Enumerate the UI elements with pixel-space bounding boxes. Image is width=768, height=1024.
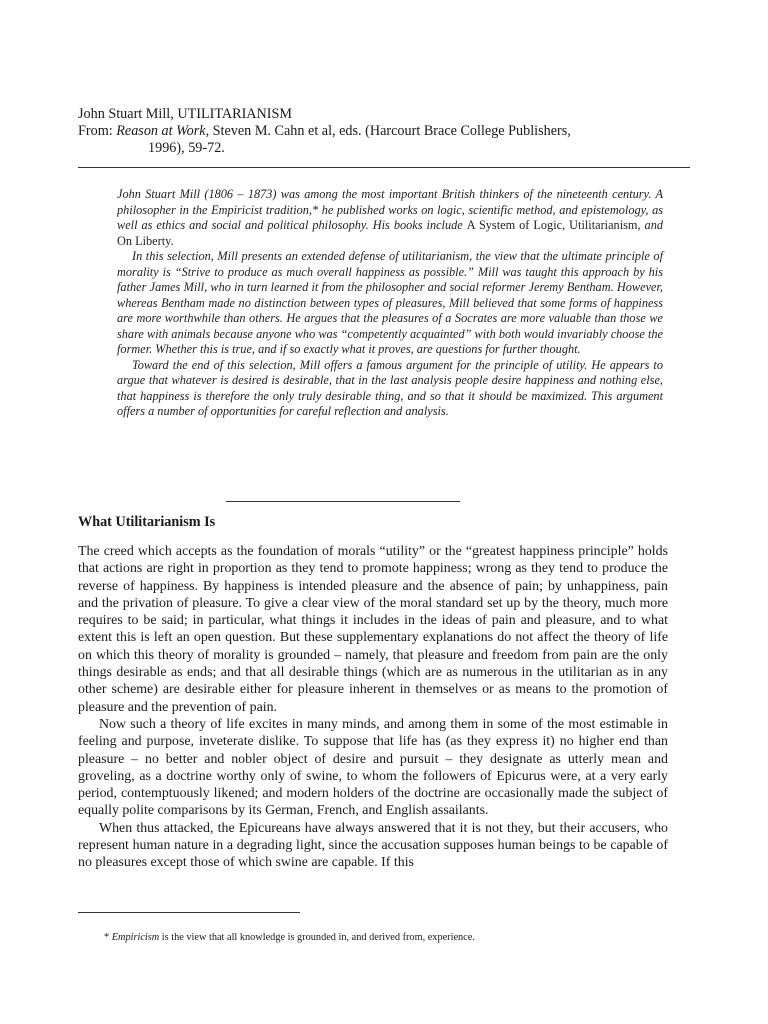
body-paragraph: The creed which accepts as the foundation of morals “utility” or the “greatest happiness principle” holds that actions are right in proportion as they tend to promote happiness; wrong as they tend to produce the reverse of happiness. By happiness is intended pleasure and the absence of pain; by unhappiness, pain and the privation of pleasure. To give a clear view of the moral standard set up by the theory, much more requires to be said; in particular, what things it includes in the ideas of pain and pleasure, and to what extent this is left an open question. But these supplementary explanations do not affect the theory of life on which this theory of morality is grounded – namely, that pleasure and freedom from pain are the only things desirable as ends; and that all desirable things (which are as numerous in the utilitarian as in any other scheme) are desirable either for pleasure inherent in themselves or as means to the promotion of pleasure and the prevention of pain. xyxy=(78,544,668,715)
editor-introduction xyxy=(117,187,663,420)
intro-paragraph: Toward the end of this selection, Mill offers a famous argument for the principle of utility. He appears to argue that whatever is desired is desirable, that in the last analysis people desire happiness and nothing else, that happiness is therefore the only truly desirable thing, and so that it should be maximized. This argument offers a number of opportunities for careful reflection and analysis. xyxy=(117,357,663,418)
body-paragraph: When thus attacked, the Epicureans have always answered that it is not they, but their accusers, who represent human nature in a degrading light, since the accusation supposes human beings to be capable of no pleasures except those of which swine are capable. If this xyxy=(78,820,668,871)
citation-source-cont: 1996), 59-72. xyxy=(148,140,225,156)
section-heading: What Utilitarianism Is xyxy=(78,514,216,530)
footnote-divider xyxy=(78,912,300,913)
body-paragraph: Now such a theory of life excites in many minds, and among them in some of the most estimable in feeling and purpose, inveterate dislike. To suppose that life has (as they express it) no higher end than pleasure – no better and nobler object of desire and pursuit – they designate as utterly mean and groveling, as a doctrine worthy only of swine, to whom the followers of Epicurus were, at a very early period, contemptuously likened; and modern holders of the doctrine are occasionally made the subject of equally polite comparisons by its German, French, and English assailants. xyxy=(78,716,668,819)
section-divider xyxy=(226,501,460,502)
footnote: * Empiricism is the view that all knowledge is grounded in, and derived from, experience. xyxy=(104,932,475,943)
header-divider xyxy=(78,167,690,168)
intro-paragraph: In this selection, Mill presents an extended defense of utilitarianism, the view that the ultimate principle of morality is “Strive to produce as much overall happiness as possible.” Mill was taught this approach by his father James Mill, who in turn learned it from the philosopher and social reformer Jeremy Bentham. However, whereas Bentham made no distinction between types of pleasures, Mill believed that some forms of happiness are more worthwhile than others. He argues that the pleasures of a Socrates are more valuable than those we share with animals because anyone who was “competently acquainted” with both would invariably choose the former. Whether this is true, and if so exactly what it proves, are questions for further thought. xyxy=(117,249,663,356)
footnote-term: Empiricism xyxy=(111,932,160,943)
intro-paragraph: John Stuart Mill (1806 – 1873) was among the most important British thinkers of the nineteenth century. A philosopher in the Empiricist tradition,* he published works on logic, scientific method, and epistemology, as well as ethics and social and political philosophy. His books include A System of Logic, Utilitarianism, and On Liberty. xyxy=(117,187,663,248)
citation-header xyxy=(78,106,698,157)
citation-author-title: John Stuart Mill, UTILITARIANISM xyxy=(78,106,293,122)
citation-source: From: Reason at Work, Steven M. Cahn et al, eds. (Harcourt Brace College Publishers, xyxy=(78,123,571,139)
main-text xyxy=(78,543,668,872)
source-book-title: Reason at Work xyxy=(116,123,206,139)
